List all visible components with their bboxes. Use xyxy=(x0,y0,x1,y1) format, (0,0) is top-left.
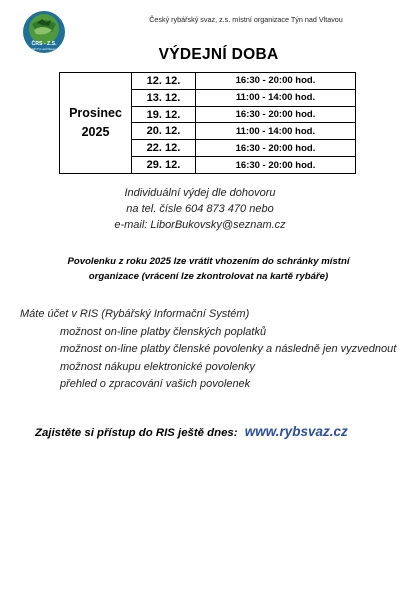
ris-benefit-item: možnost on-line platby členské povolenky a následně jen vyzvednout xyxy=(60,343,397,355)
schedule-row xyxy=(132,157,355,173)
schedule-row xyxy=(132,107,355,124)
schedule-date: 20. 12. xyxy=(132,123,196,139)
individual-email-line: e-mail: LiborBukovsky@seznam.cz xyxy=(114,219,286,231)
schedule-year: 2025 xyxy=(81,125,110,139)
logo-text: ČRS - Z.S. xyxy=(31,41,57,47)
rybsvaz-link[interactable]: www.rybsvaz.cz xyxy=(244,424,348,439)
individual-line: Individuální výdej dle dohovoru xyxy=(124,187,276,199)
schedule-row xyxy=(132,90,355,107)
individual-phone-line: na tel. čísle 604 873 470 nebo xyxy=(126,203,274,215)
permit-return-note xyxy=(18,254,399,284)
schedule-time: 11:00 - 14:00 hod. xyxy=(235,125,316,137)
individual-pickup-note xyxy=(80,185,320,233)
return-note-line: Povolenku z roku 2025 lze vrátit vhozením do schránky místní xyxy=(67,256,350,267)
return-note-line: organizace (vrácení lze zkontrolovat na kartě rybáře) xyxy=(88,271,329,282)
ris-benefit-item: možnost nákupu elektronické povolenky xyxy=(60,360,256,373)
schedule-time: 16:30 - 20:00 hod. xyxy=(235,159,316,171)
schedule-month-cell xyxy=(60,73,132,173)
logo-subtext: MO Týn nad Vltavou xyxy=(32,48,56,51)
cta-text: Zajistěte si přístup do RIS ještě dnes: xyxy=(35,427,238,439)
page-title: VÝDEJNÍ DOBA xyxy=(158,46,279,63)
schedule-date: 19. 12. xyxy=(132,107,196,123)
schedule-date: 12. 12. xyxy=(132,73,196,89)
ris-intro: Máte účet v RIS (Rybářský Informační Systém) xyxy=(20,308,250,320)
schedule-table xyxy=(59,72,356,174)
schedule-date: 22. 12. xyxy=(132,140,196,156)
schedule-date: 29. 12. xyxy=(132,157,196,173)
ris-benefit-item: přehled o zpracování vašich povolenek xyxy=(60,378,251,390)
schedule-row xyxy=(132,123,355,140)
schedule-date: 13. 12. xyxy=(132,90,196,106)
schedule-time: 11:00 - 14:00 hod. xyxy=(235,92,316,104)
schedule-time: 16:30 - 20:00 hod. xyxy=(235,75,316,87)
organization-header: Český rybářský svaz, z.s. místní organizace Týn nad Vltavou xyxy=(149,15,343,24)
schedule-time: 16:30 - 20:00 hod. xyxy=(235,109,316,121)
ris-benefit-item: možnost on-line platby členských poplatků xyxy=(60,325,267,338)
schedule-row xyxy=(132,140,355,157)
ris-call-to-action xyxy=(35,424,405,439)
schedule-row xyxy=(132,73,355,90)
schedule-month: Prosinec xyxy=(69,106,122,120)
ris-section xyxy=(20,306,400,394)
schedule-rows xyxy=(132,73,355,173)
schedule-time: 16:30 - 20:00 hod. xyxy=(235,142,316,154)
